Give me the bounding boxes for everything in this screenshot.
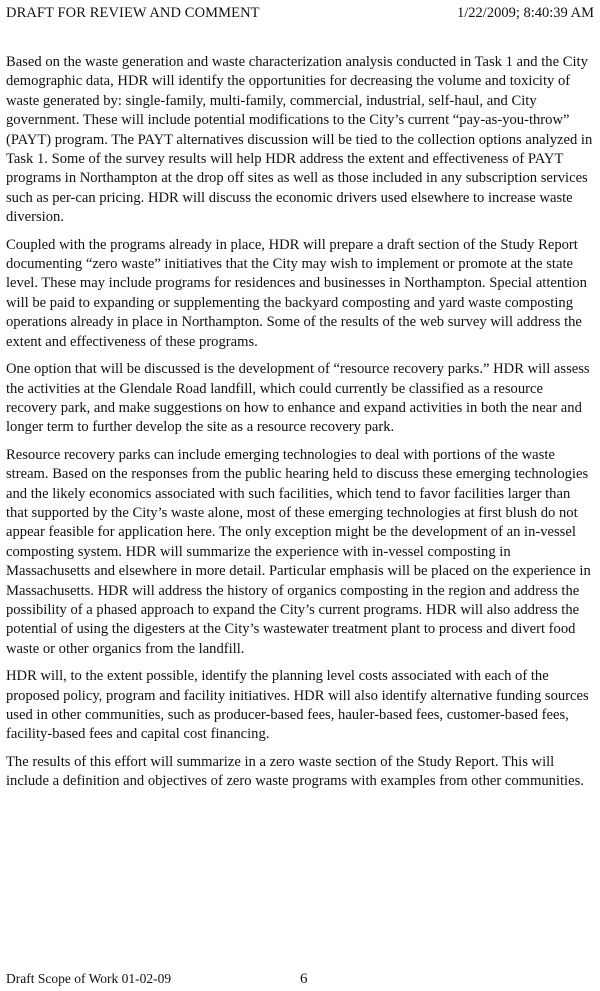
paragraph-resource-recovery-parks: One option that will be discussed is the development of “resource recovery parks.” HDR will assess the activities at the Glendale Road landfill, which could currently be classified as a resource recovery park, and make suggestions on how to enhance and expand activities in both the near and longer term to further develop the site as a resource recovery park.	[6, 361, 590, 436]
document-body	[6, 53, 594, 800]
header-timestamp: 1/22/2009; 8:40:39 AM	[457, 5, 594, 21]
page-number: 6	[300, 971, 308, 987]
paragraph-results: The results of this effort will summarize in a zero waste section of the Study Report. This will include a definition and objectives of zero waste programs with examples from other communities.	[6, 753, 584, 790]
header-draft-label: DRAFT FOR REVIEW AND COMMENT	[6, 5, 260, 21]
page-footer	[6, 968, 594, 990]
page-header	[6, 2, 594, 24]
footer-document-title: Draft Scope of Work 01-02-09	[6, 971, 172, 986]
paragraph-costs-funding: HDR will, to the extent possible, identify the planning level costs associated with each of the proposed policy, program and facility initiatives. HDR will also identify alternative funding sources used in other communities, such as producer-based fees, hauler-based fees, customer-based fees, facility-based fees and capital cost financing.	[6, 668, 589, 743]
paragraph-zero-waste: Coupled with the programs already in place, HDR will prepare a draft section of the Study Report documenting “zero waste” initiatives that the City may wish to implement or promote at the state level. These may include programs for residences and businesses in Northampton. Special attention will be paid to expanding or supplementing the backyard composting and yard waste composting operations already in place in Northampton. Some of the results of the web survey will address the extent and effectiveness of these programs.	[6, 236, 587, 350]
paragraph-waste-reduction: Based on the waste generation and waste characterization analysis conducted in Task 1 and the City demographic data, HDR will identify the opportunities for decreasing the volume and toxicity of waste generated by: single-family, multi-family, commercial, industrial, self-haul, and City government. These will include potential modifications to the City’s current “pay-as-you-throw” (PAYT) program. The PAYT alternatives discussion will be tied to the collection options analyzed in Task 1. Some of the survey results will help HDR address the extent and effectiveness of PAYT programs in Northampton at the drop off sites as well as those included in any subscription services such as per-can pricing. HDR will discuss the economic drivers used elsewhere to increase waste diversion.	[6, 54, 593, 226]
paragraph-emerging-technologies: Resource recovery parks can include emerging technologies to deal with portions of the waste stream. Based on the responses from the public hearing held to discuss these emerging technologies and the likely economics associated with such facilities, which tend to favor facilities larger than that supported by the City’s waste alone, most of these emerging technologies at first blush do not appear feasible for application here. The only exception might be the development of an in-vessel composting system. HDR will summarize the experience with in-vessel composting in Massachusetts and elsewhere in more detail. Particular emphasis will be placed on the experience in Massachusetts. HDR will address the history of organics composting in the region and address the possibility of a phased approach to expand the City’s current programs. HDR will also address the potential of using the digesters at the City’s wastewater treatment plant to process and divert food waste or other organics from the landfill.	[6, 446, 591, 657]
